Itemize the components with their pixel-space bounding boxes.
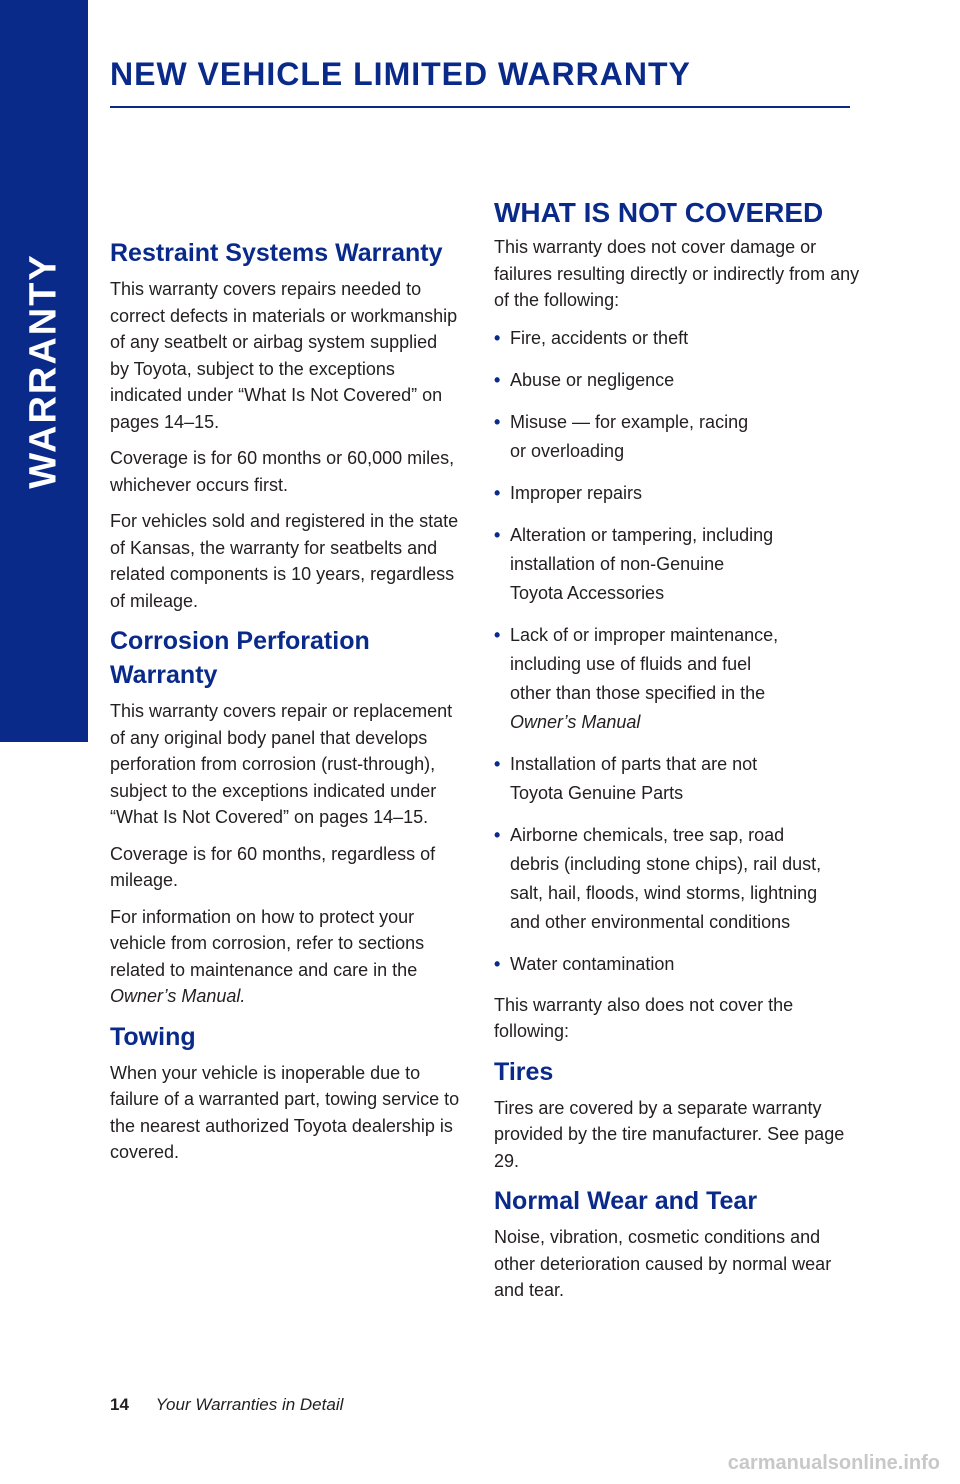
left-column <box>110 236 460 1176</box>
section-tires <box>494 1055 864 1175</box>
section-wear <box>494 1184 864 1304</box>
section-towing <box>110 1020 460 1166</box>
footer-text: Your Warranties in Detail <box>155 1395 344 1414</box>
paragraph: Coverage is for 60 months or 60,000 miles, whichever occurs first. <box>110 448 455 495</box>
section-heading: Restraint Systems Warranty <box>110 239 443 267</box>
exclusion-line: Toyota Accessories <box>510 582 665 603</box>
exclusion-item <box>494 479 864 508</box>
exclusion-line: salt, hail, floods, wind storms, lightning <box>510 882 818 903</box>
right-column <box>494 196 864 1314</box>
exclusion-line: installation of non-Genuine <box>510 553 725 574</box>
bullet-icon: • <box>494 753 501 774</box>
page-title: NEW VEHICLE LIMITED WARRANTY <box>110 56 691 92</box>
section-restraint <box>110 236 460 614</box>
paragraph: This warranty also does not cover the following: <box>494 994 794 1041</box>
section-corrosion <box>110 624 460 1010</box>
exclusion-line: Lack of or improper maintenance, <box>510 624 779 645</box>
exclusion-line: and other environmental conditions <box>510 911 791 932</box>
paragraph: When your vehicle is inoperable due to failure of a warranted part, towing service to the nearest authorized Toyota dealership is covered. <box>110 1062 460 1162</box>
page-number: 14 <box>110 1395 129 1414</box>
paragraph: This warranty does not cover damage or failures resulting directly or indirectly from any of the following: <box>494 237 860 310</box>
bullet-icon: • <box>494 624 501 645</box>
watermark: carmanualsonline.info <box>727 1452 940 1474</box>
paragraph: Coverage is for 60 months, regardless of mileage. <box>110 843 436 890</box>
title-rule <box>110 106 850 108</box>
exclusion-line: Water contamination <box>510 953 675 974</box>
exclusion-item <box>494 950 864 979</box>
footer <box>110 1395 343 1415</box>
exclusion-line: or overloading <box>510 440 625 461</box>
exclusion-line: Owner’s Manual <box>510 711 641 732</box>
section-not-covered <box>494 196 864 1045</box>
bullet-icon: • <box>494 411 501 432</box>
exclusion-line: Toyota Genuine Parts <box>510 782 684 803</box>
exclusion-item <box>494 821 864 937</box>
paragraph: Tires are covered by a separate warranty provided by the tire manufacturer. See page 29. <box>494 1097 845 1171</box>
paragraph-text: For information on how to protect your vehicle from corrosion, refer to sections related to maintenance and care in the <box>110 906 425 980</box>
paragraph: This warranty covers repair or replacement of any original body panel that develops perforation from corrosion (rust-through), subject to the exceptions indicated under “What Is Not Covered” on pages 14–15. <box>110 701 453 827</box>
section-heading: Corrosion Perforation Warranty <box>110 627 370 689</box>
exclusion-item <box>494 521 864 608</box>
exclusion-item <box>494 366 864 395</box>
bullet-icon: • <box>494 327 501 348</box>
section-heading: Towing <box>110 1022 196 1051</box>
exclusion-list <box>494 324 864 979</box>
paragraph: For vehicles sold and registered in the state of Kansas, the warranty for seatbelts and related components is 10 years, regardless of mileage. <box>110 511 459 611</box>
exclusion-line: Misuse — for example, racing <box>510 411 749 432</box>
exclusion-line: Alteration or tampering, including <box>510 524 774 545</box>
bullet-icon: • <box>494 953 501 974</box>
paragraph: This warranty covers repairs needed to correct defects in materials or workmanship of any seatbelt or airbag system supplied by Toyota, subject to the exceptions indicated under “What Is Not Covered” on pages 14–15. <box>110 279 458 432</box>
section-heading: WHAT IS NOT COVERED <box>494 197 824 228</box>
bullet-icon: • <box>494 824 501 845</box>
bullet-icon: • <box>494 524 501 545</box>
bullet-icon: • <box>494 369 501 390</box>
exclusion-item <box>494 621 864 737</box>
exclusion-item <box>494 324 864 353</box>
exclusion-line: Installation of parts that are not <box>510 753 758 774</box>
manual-reference: Owner’s Manual. <box>110 986 246 1006</box>
exclusion-line: other than those specified in the <box>510 682 766 703</box>
bullet-icon: • <box>494 482 501 503</box>
paragraph <box>110 904 460 1010</box>
exclusion-line: debris (including stone chips), rail dust, <box>510 853 822 874</box>
exclusion-item <box>494 408 864 466</box>
side-tab <box>0 0 88 742</box>
exclusion-line: Abuse or negligence <box>510 369 675 390</box>
section-heading: Tires <box>494 1057 554 1086</box>
section-heading: Normal Wear and Tear <box>494 1187 758 1215</box>
exclusion-line: Airborne chemicals, tree sap, road <box>510 824 785 845</box>
paragraph: Noise, vibration, cosmetic conditions and other deterioration caused by normal wear and tear. <box>494 1227 832 1300</box>
exclusion-line: including use of fluids and fuel <box>510 653 752 674</box>
exclusion-line: Fire, accidents or theft <box>510 327 689 348</box>
exclusion-line: Improper repairs <box>510 482 643 503</box>
side-tab-label: WARRANTY <box>22 253 65 489</box>
exclusion-item <box>494 750 864 808</box>
